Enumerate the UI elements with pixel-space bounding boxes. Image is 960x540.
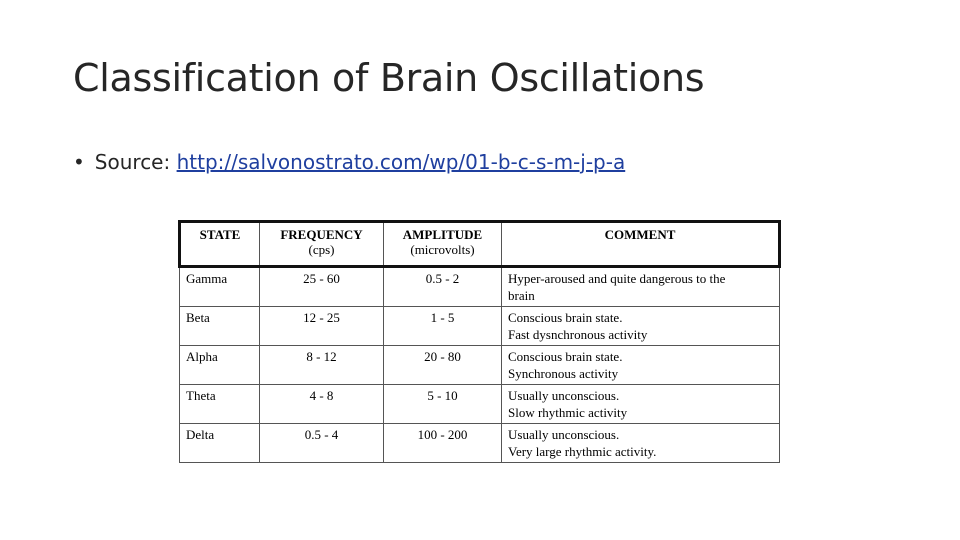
slide-title: Classification of Brain Oscillations	[73, 56, 705, 100]
cell-amplitude: 100 - 200	[384, 424, 502, 463]
cell-frequency: 25 - 60	[260, 267, 384, 307]
table-row	[180, 424, 780, 463]
brain-oscillations-table-image	[178, 220, 780, 463]
source-bullet	[73, 150, 625, 174]
header-frequency: FREQUENCY (cps)	[260, 222, 384, 267]
brain-oscillations-table	[178, 220, 781, 463]
cell-comment: Conscious brain state. Fast dysnchronous activity	[502, 307, 780, 346]
header-state: STATE	[180, 222, 260, 267]
table-row	[180, 346, 780, 385]
cell-state: Beta	[180, 307, 260, 346]
cell-frequency: 4 - 8	[260, 385, 384, 424]
cell-frequency: 12 - 25	[260, 307, 384, 346]
table-row	[180, 307, 780, 346]
bullet-dot: •	[73, 150, 85, 174]
cell-comment: Hyper-aroused and quite dangerous to the brain	[502, 267, 780, 307]
cell-comment: Conscious brain state. Synchronous activity	[502, 346, 780, 385]
cell-amplitude: 20 - 80	[384, 346, 502, 385]
cell-comment: Usually unconscious. Slow rhythmic activity	[502, 385, 780, 424]
cell-state: Delta	[180, 424, 260, 463]
source-link[interactable]: http://salvonostrato.com/wp/01-b-c-s-m-j-p-a	[176, 150, 626, 174]
header-amplitude: AMPLITUDE (microvolts)	[384, 222, 502, 267]
cell-frequency: 0.5 - 4	[260, 424, 384, 463]
source-label: Source:	[94, 150, 171, 174]
cell-state: Alpha	[180, 346, 260, 385]
header-comment: COMMENT	[502, 222, 780, 267]
cell-amplitude: 5 - 10	[384, 385, 502, 424]
cell-amplitude: 1 - 5	[384, 307, 502, 346]
cell-frequency: 8 - 12	[260, 346, 384, 385]
cell-amplitude: 0.5 - 2	[384, 267, 502, 307]
cell-comment: Usually unconscious. Very large rhythmic activity.	[502, 424, 780, 463]
table-header-row	[180, 222, 780, 267]
table-row	[180, 385, 780, 424]
cell-state: Theta	[180, 385, 260, 424]
cell-state: Gamma	[180, 267, 260, 307]
table-row	[180, 267, 780, 307]
